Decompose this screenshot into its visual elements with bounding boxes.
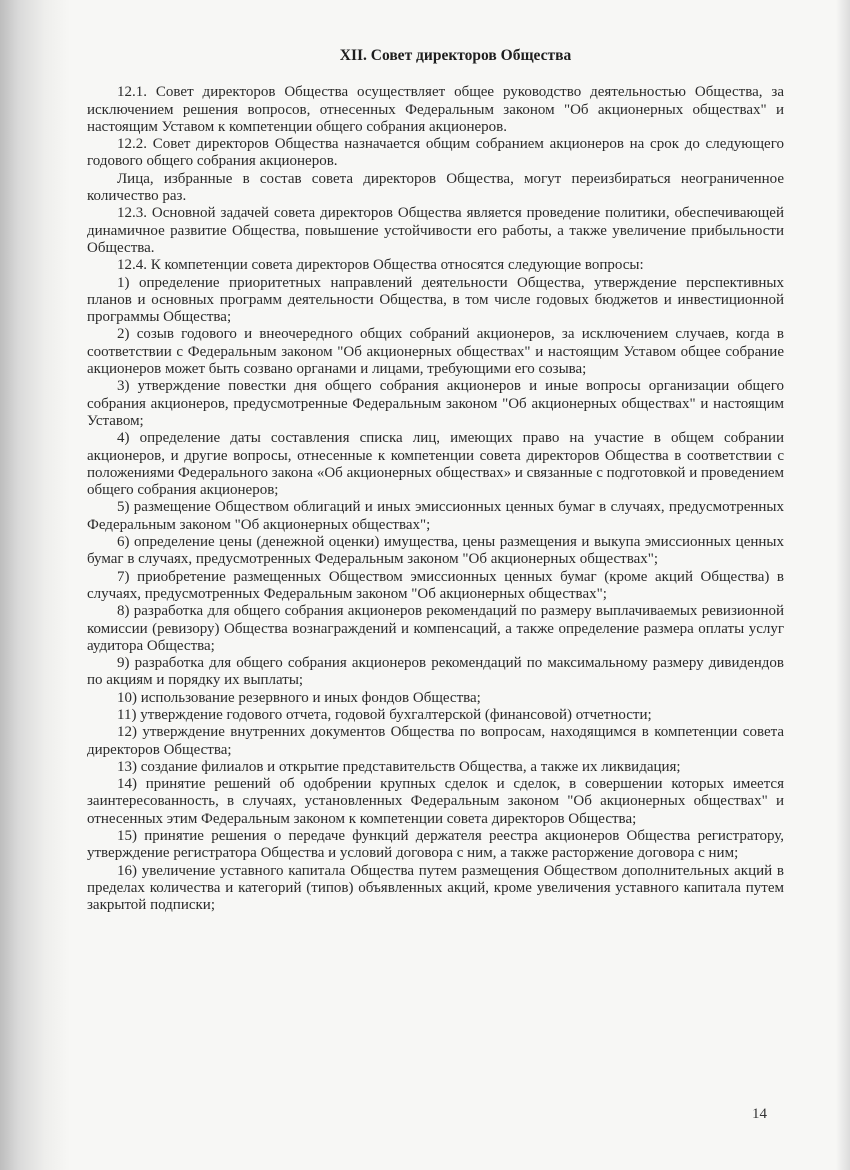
list-item-10: 10) использование резервного и иных фондов Общества;	[117, 689, 481, 706]
list-item-16: 16) увеличение уставного капитала Общества путем размещения Обществом дополнительных акций в пределах количества и категорий (типов) объявленных акций, кроме увеличения уставного капитала путем закрытой подписки;	[87, 862, 784, 914]
page-edge-shadow	[836, 0, 850, 1170]
list-item-14: 14) принятие решений об одобрении крупных сделок и сделок, в совершении которых имеется заинтересованность, в случаях, установленных Федеральным законом "Об акционерных обществах" и отнесенных этим Федеральным законом к компетенции совета директоров Общества;	[87, 776, 784, 827]
list-item-3: 3) утверждение повестки дня общего собрания акционеров и иные вопросы организации общего собрания акционеров, предусмотренные Федеральным законом "Об акционерных обществах" и настоящим Уставом;	[87, 378, 784, 429]
list-item-1: 1) определение приоритетных направлений деятельности Общества, утверждение перспективных планов и основных программ деятельности Общества, в том числе годовых бюджетов и инвестиционной программы Общества;	[87, 274, 784, 326]
page-number: 14	[752, 1106, 767, 1122]
binding-shadow	[0, 0, 70, 1170]
list-item-4: 4) определение даты составления списка лиц, имеющих право на участие в общем собрании акционеров, и другие вопросы, отнесенные к компетенции совета директоров Общества в соответствии с положениями Федерального закона «Об акционерных обществах» и связанные с подготовкой и проведением общего собрания акционеров;	[87, 430, 784, 499]
list-item-11: 11) утверждение годового отчета, годовой бухгалтерской (финансовой) отчетности;	[117, 706, 652, 723]
list-item-12: 12) утверждение внутренних документов Общества по вопросам, находящимся в компетенции совета директоров Общества;	[87, 724, 784, 758]
paragraph-reelection: Лица, избранные в состав совета директоров Общества, могут переизбираться неограниченное количество раз.	[87, 170, 784, 205]
list-item-7: 7) приобретение размещенных Обществом эмиссионных ценных бумаг (кроме акций Общества) в случаях, предусмотренных Федеральным законом "Об акционерных обществах";	[87, 568, 784, 602]
paragraph-12-4: 12.4. К компетенции совета директоров Общества относятся следующие вопросы:	[117, 257, 644, 274]
paragraph-12-2: 12.2. Совет директоров Общества назначается общим собранием акционеров на срок до следующего годового общего собрания акционеров.	[87, 136, 784, 170]
list-item-13: 13) создание филиалов и открытие представительств Общества, а также их ликвидация;	[117, 758, 681, 775]
list-item-5: 5) размещение Обществом облигаций и иных эмиссионных ценных бумаг в случаях, предусмотренных Федеральным законом "Об акционерных обществах";	[87, 499, 784, 533]
list-item-6: 6) определение цены (денежной оценки) имущества, цены размещения и выкупа эмиссионных ценных бумаг в случаях, предусмотренных Федеральным законом "Об акционерных обществах";	[87, 534, 784, 568]
section-heading: XII. Совет директоров Общества	[339, 47, 572, 64]
list-item-8: 8) разработка для общего собрания акционеров рекомендаций по размеру выплачиваемых ревизионной комиссии (ревизору) Общества вознаграждений и компенсаций, а также определение размера оплаты услуг аудитора Общества;	[87, 603, 784, 654]
list-item-15: 15) принятие решения о передаче функций держателя реестра акционеров Общества регистратору, утверждение регистратора Общества и условий договора с ним, а также расторжение договора с ним;	[87, 828, 784, 862]
list-item-2: 2) созыв годового и внеочередного общих собраний акционеров, за исключением случаев, когда в соответствии с Федеральным законом "Об акционерных обществах" и настоящим Уставом общее собрание акционеров может быть созвано органами и лицами, требующими его созыва;	[87, 326, 784, 378]
list-item-9: 9) разработка для общего собрания акционеров рекомендаций по максимальному размеру дивидендов по акциям и порядку их выплаты;	[87, 655, 784, 689]
document-body	[87, 47, 784, 915]
paragraph-12-1: 12.1. Совет директоров Общества осуществляет общее руководство деятельностью Общества, за исключением решения вопросов, отнесенных Федеральным законом "Об акционерных обществах" и настоящим Уставом к компетенции общего собрания акционеров.	[87, 84, 784, 135]
paragraph-12-3: 12.3. Основной задачей совета директоров Общества является проведение политики, обеспечивающей динамичное развитие Общества, повышение устойчивости его работы, а также увеличение прибыльности Общества.	[87, 205, 784, 256]
